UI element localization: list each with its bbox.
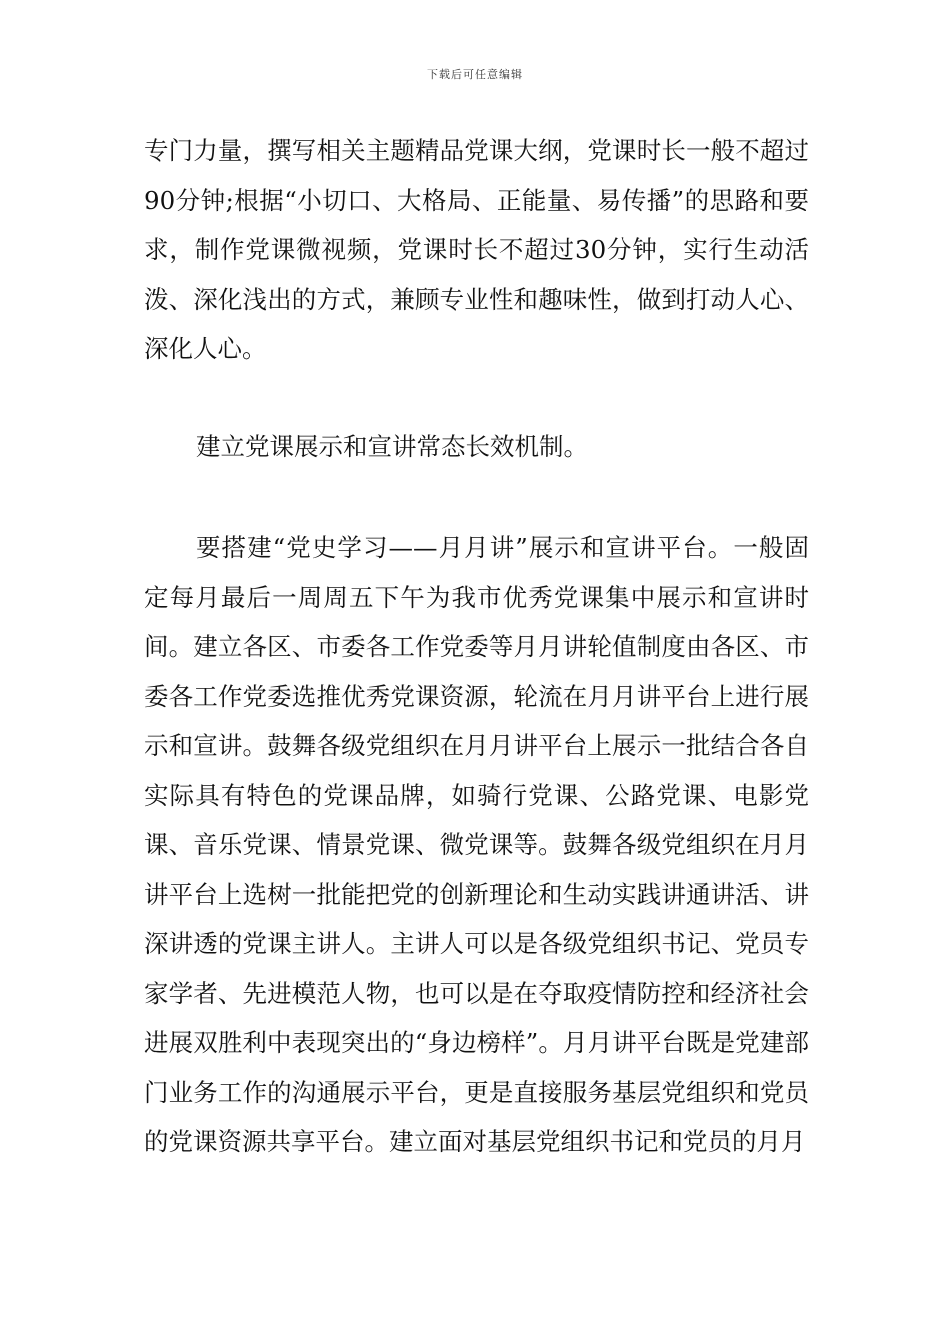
- paragraph-1: 专门力量，撰写相关主题精品党课大纲，党课时长一般不超过90分钟;根据“小切口、大格局、正能量、易传播”的思路和要求，制作党课微视频，党课时长不超过30分钟，实行生动活泼、深化浅出的方式，兼顾专业性和趣味性，做到打动人心、深化人心。: [144, 136, 809, 363]
- paragraph-3: 要搭建“党史学习——月月讲”展示和宣讲平台。一般固定每月最后一周周五下午为我市优秀党课集中展示和宣讲时间。建立各区、市委各工作党委等月月讲轮值制度由各区、市委各工作党委选推优秀党课资源，轮流在月月讲平台上进行展示和宣讲。鼓舞各级党组织在月月讲平台上展示一批结合各自实际具有特色的党课品牌，如骑行党课、公路党课、电影党课、音乐党课、情景党课、微党课等。鼓舞各级党组织在月月讲平台上选树一批能把党的创新理论和生动实践讲通讲活、讲深讲透的党课主讲人。主讲人可以是各级党组织书记、党员专家学者、先进模范人物，也可以是在夺取疫情防控和经济社会进展双胜利中表现突出的“身边榜样”。月月讲平台既是党建部门业务工作的沟通展示平台，更是直接服务基层党组织和党员的党课资源共享平台。建立面对基层党组织书记和党员的月月: [144, 533, 809, 1156]
- page-header: 下载后可任意编辑: [427, 68, 523, 81]
- paragraph-2: 建立党课展示和宣讲常态长效机制。: [196, 432, 588, 461]
